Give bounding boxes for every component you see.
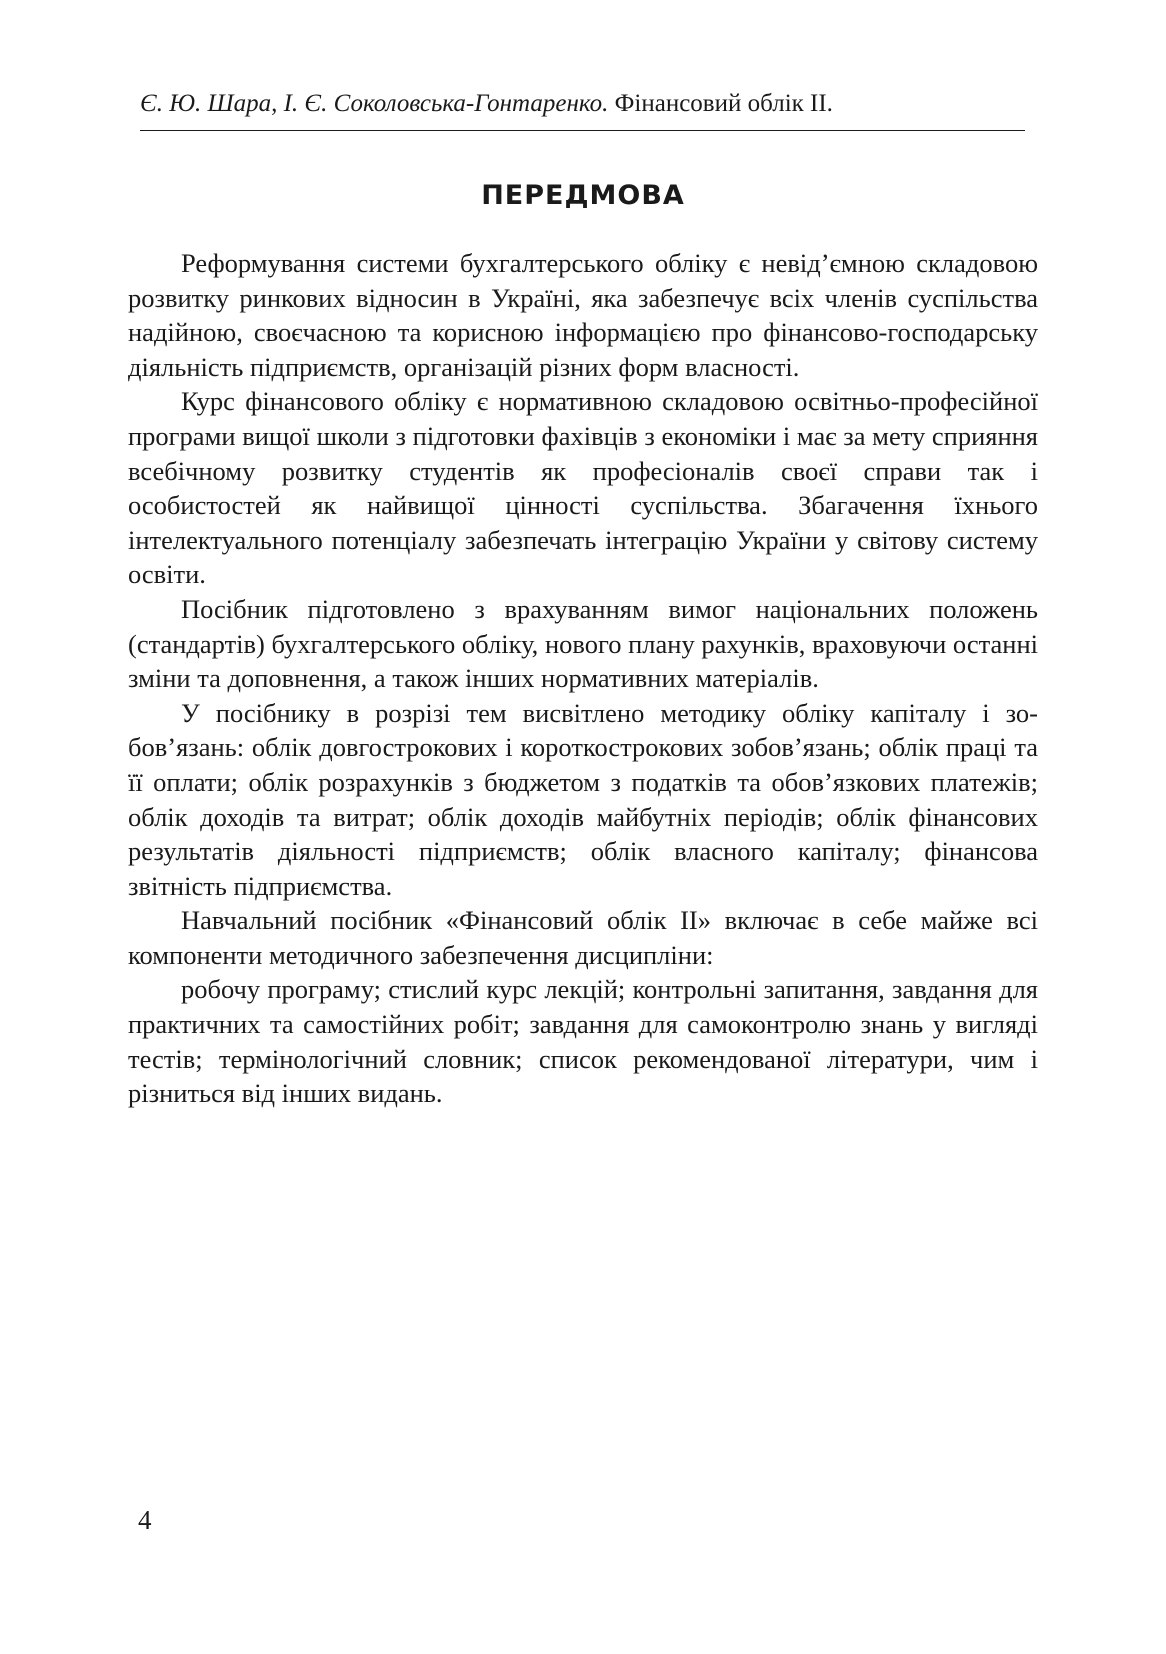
preface-body bbox=[128, 246, 1038, 1111]
paragraph-3: Посібник підготовлено з врахуванням вимог національних положень (стандартів) бухгалтерського обліку, нового плану рахунків, враховуючи останні зміни та доповнення, а також інших нормативних матеріалів. bbox=[128, 593, 1038, 694]
paragraph-1: Реформування системи бухгалтерського обліку є невід’ємною складовою розвитку ринкових відносин в Україні, яка забезпечує всіх членів суспільства надійною, своєчасною та корисною інформацією про фінансово-господарську діяльність підприємств, організацій різних форм власності. bbox=[128, 248, 1038, 382]
page-title: ПЕРЕДМОВА bbox=[481, 180, 685, 211]
header-divider bbox=[140, 130, 1025, 131]
page-number: 4 bbox=[138, 1505, 152, 1535]
header-authors: Є. Ю. Шара, І. Є. Соколовська-Гонтаренко. bbox=[140, 90, 609, 117]
paragraph-4: У посібнику в розрізі тем висвітлено методику обліку капіталу і зобов’язань: облік довгострокових і короткострокових зобов’язань; облік праці та її оплати; облік розрахунків з бюджетом з податків та обов’язкових платежів; облік доходів та витрат; облік доходів майбутніх періодів; облік фінансових результатів діяльності підприємств; облік власного капіталу; фінансова звітність підприємства. bbox=[128, 697, 1038, 901]
paragraph-6: робочу програму; стислий курс лекцій; контрольні запитання, завдання для практичних та самостійних робіт; завдання для самоконтролю знань у вигляді тестів; термінологічний словник; список рекомендованої літератури, чим і різниться від інших видань. bbox=[128, 974, 1038, 1109]
paragraph-5: Навчальний посібник «Фінансовий облік ІІ» включає в себе майже всі компоненти методичного забезпечення дисципліни: bbox=[128, 905, 1038, 970]
running-header bbox=[140, 88, 1025, 120]
paragraph-2: Курс фінансового обліку є нормативною складовою освітньо-професійної програми вищої школи з підготовки фахівців з економіки і має за мету сприяння всебічному розвитку студентів як професіоналів своєї справи так і особистостей як найвищої цінності суспільства. Збагачення їхнього інтелектуального потенціалу забезпечать інтеграцію України у світову систему освіти. bbox=[128, 386, 1038, 590]
header-book-title: Фінансовий облік ІІ. bbox=[614, 90, 833, 117]
